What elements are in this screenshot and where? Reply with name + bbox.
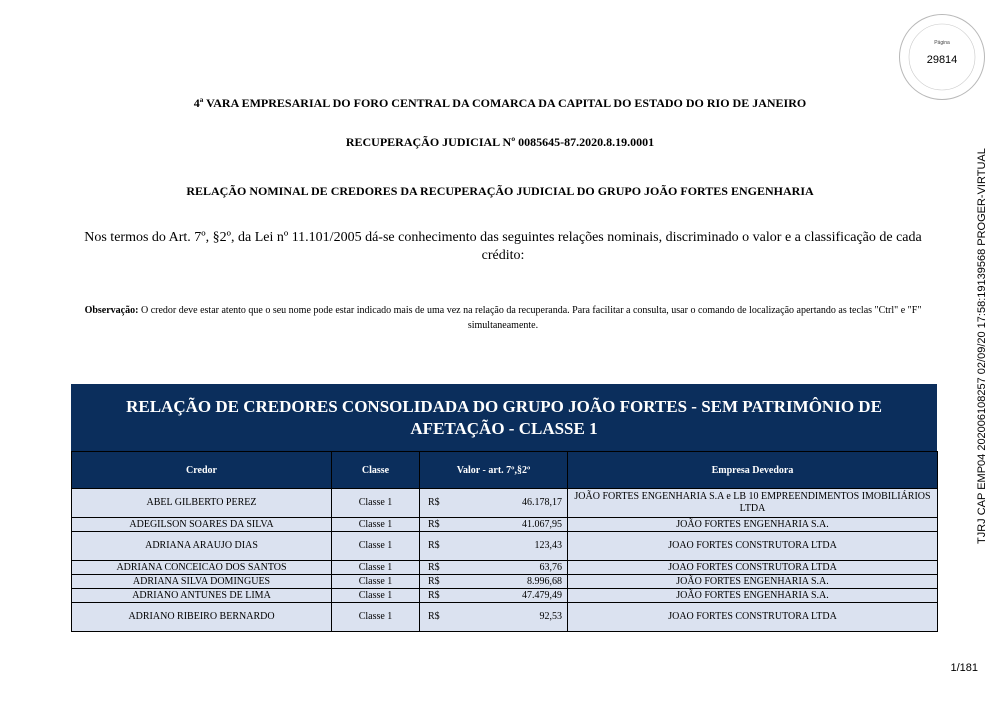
court-heading: 4ª VARA EMPRESARIAL DO FORO CENTRAL DA COMARCA DA CAPITAL DO ESTADO DO RIO DE JANEIRO [193, 96, 807, 110]
cell-credor: ADEGILSON SOARES DA SILVA [72, 518, 332, 532]
column-header-empresa: Empresa Devedora [568, 452, 938, 489]
cell-valor [420, 489, 568, 518]
table-row [72, 561, 938, 575]
table-row [72, 603, 938, 632]
court-stamp [899, 14, 985, 100]
currency-symbol: R$ [428, 589, 440, 601]
observation-text: O credor deve estar atento que o seu nome pode estar indicado mais de uma vez na relação da recuperanda. Para facilitar a consulta, usar o comando de localização apertando as teclas "Ctrl" e "F" simultaneamente. [140, 305, 922, 331]
page-number: 1/181 [950, 662, 978, 674]
stamp-number: 29814 [926, 54, 958, 66]
cell-empresa: JOÃO FORTES ENGENHARIA S.A. [568, 589, 938, 603]
intro-paragraph: Nos termos do Art. 7º, §2º, da Lei nº 11.101/2005 dá-se conhecimento das seguintes relações nominais, discriminado o valor e a classificação de cada crédito: [84, 230, 922, 263]
cell-valor [420, 589, 568, 603]
cell-valor [420, 561, 568, 575]
side-protocol-text: TJRJ CAP EMP04 202006108257 02/09/20 17:58:19139568 PROGER-VIRTUAL [976, 148, 988, 544]
table-header-row [72, 452, 938, 489]
cell-credor: ADRIANA ARAUJO DIAS [72, 532, 332, 561]
cell-empresa: JOÃO FORTES ENGENHARIA S.A. [568, 575, 938, 589]
table-row [72, 489, 938, 518]
amount: 123,43 [534, 540, 562, 551]
amount: 41.067,95 [522, 518, 562, 530]
currency-symbol: R$ [428, 575, 440, 587]
table-row [72, 518, 938, 532]
cell-credor: ADRIANA CONCEICAO DOS SANTOS [72, 561, 332, 575]
currency-symbol: R$ [428, 561, 440, 573]
cell-classe: Classe 1 [332, 589, 420, 603]
cell-valor [420, 575, 568, 589]
observation-paragraph [70, 303, 936, 333]
currency-symbol: R$ [428, 611, 440, 622]
amount: 63,76 [539, 561, 562, 573]
cell-classe: Classe 1 [332, 575, 420, 589]
section-banner: RELAÇÃO DE CREDORES CONSOLIDADA DO GRUPO JOÃO FORTES - SEM PATRIMÔNIO DE AFETAÇÃO - CLASSE 1 [71, 384, 937, 451]
table-row [72, 575, 938, 589]
cell-classe: Classe 1 [332, 489, 420, 518]
cell-classe: Classe 1 [332, 603, 420, 632]
cell-valor [420, 532, 568, 561]
column-header-credor: Credor [72, 452, 332, 489]
cell-valor [420, 603, 568, 632]
creditors-table [71, 451, 938, 632]
currency-symbol: R$ [428, 497, 440, 508]
cell-classe: Classe 1 [332, 532, 420, 561]
amount: 46.178,17 [522, 497, 562, 508]
cell-empresa: JOAO FORTES CONSTRUTORA LTDA [568, 603, 938, 632]
cell-empresa: JOÃO FORTES ENGENHARIA S.A e LB 10 EMPREENDIMENTOS IMOBILIÁRIOS LTDA [568, 489, 938, 518]
cell-classe: Classe 1 [332, 518, 420, 532]
column-header-classe: Classe [332, 452, 420, 489]
table-row [72, 589, 938, 603]
table-row [72, 532, 938, 561]
currency-symbol: R$ [428, 540, 440, 551]
currency-symbol: R$ [428, 518, 440, 530]
cell-classe: Classe 1 [332, 561, 420, 575]
observation-label: Observação: [84, 305, 139, 316]
column-header-valor: Valor - art. 7º,§2º [420, 452, 568, 489]
cell-credor: ADRIANO RIBEIRO BERNARDO [72, 603, 332, 632]
cell-empresa: JOAO FORTES CONSTRUTORA LTDA [568, 532, 938, 561]
amount: 8.996,68 [527, 575, 562, 587]
cell-credor: ADRIANO ANTUNES DE LIMA [72, 589, 332, 603]
document-title: RELAÇÃO NOMINAL DE CREDORES DA RECUPERAÇÃO JUDICIAL DO GRUPO JOÃO FORTES ENGENHARIA [186, 184, 814, 198]
cell-empresa: JOÃO FORTES ENGENHARIA S.A. [568, 518, 938, 532]
amount: 92,53 [539, 611, 562, 622]
cell-credor: ABEL GILBERTO PEREZ [72, 489, 332, 518]
cell-valor [420, 518, 568, 532]
case-heading: RECUPERAÇÃO JUDICIAL Nº 0085645-87.2020.8.19.0001 [345, 135, 655, 149]
stamp-label: Página [934, 40, 950, 46]
cell-credor: ADRIANA SILVA DOMINGUES [72, 575, 332, 589]
amount: 47.479,49 [522, 589, 562, 601]
cell-empresa: JOAO FORTES CONSTRUTORA LTDA [568, 561, 938, 575]
